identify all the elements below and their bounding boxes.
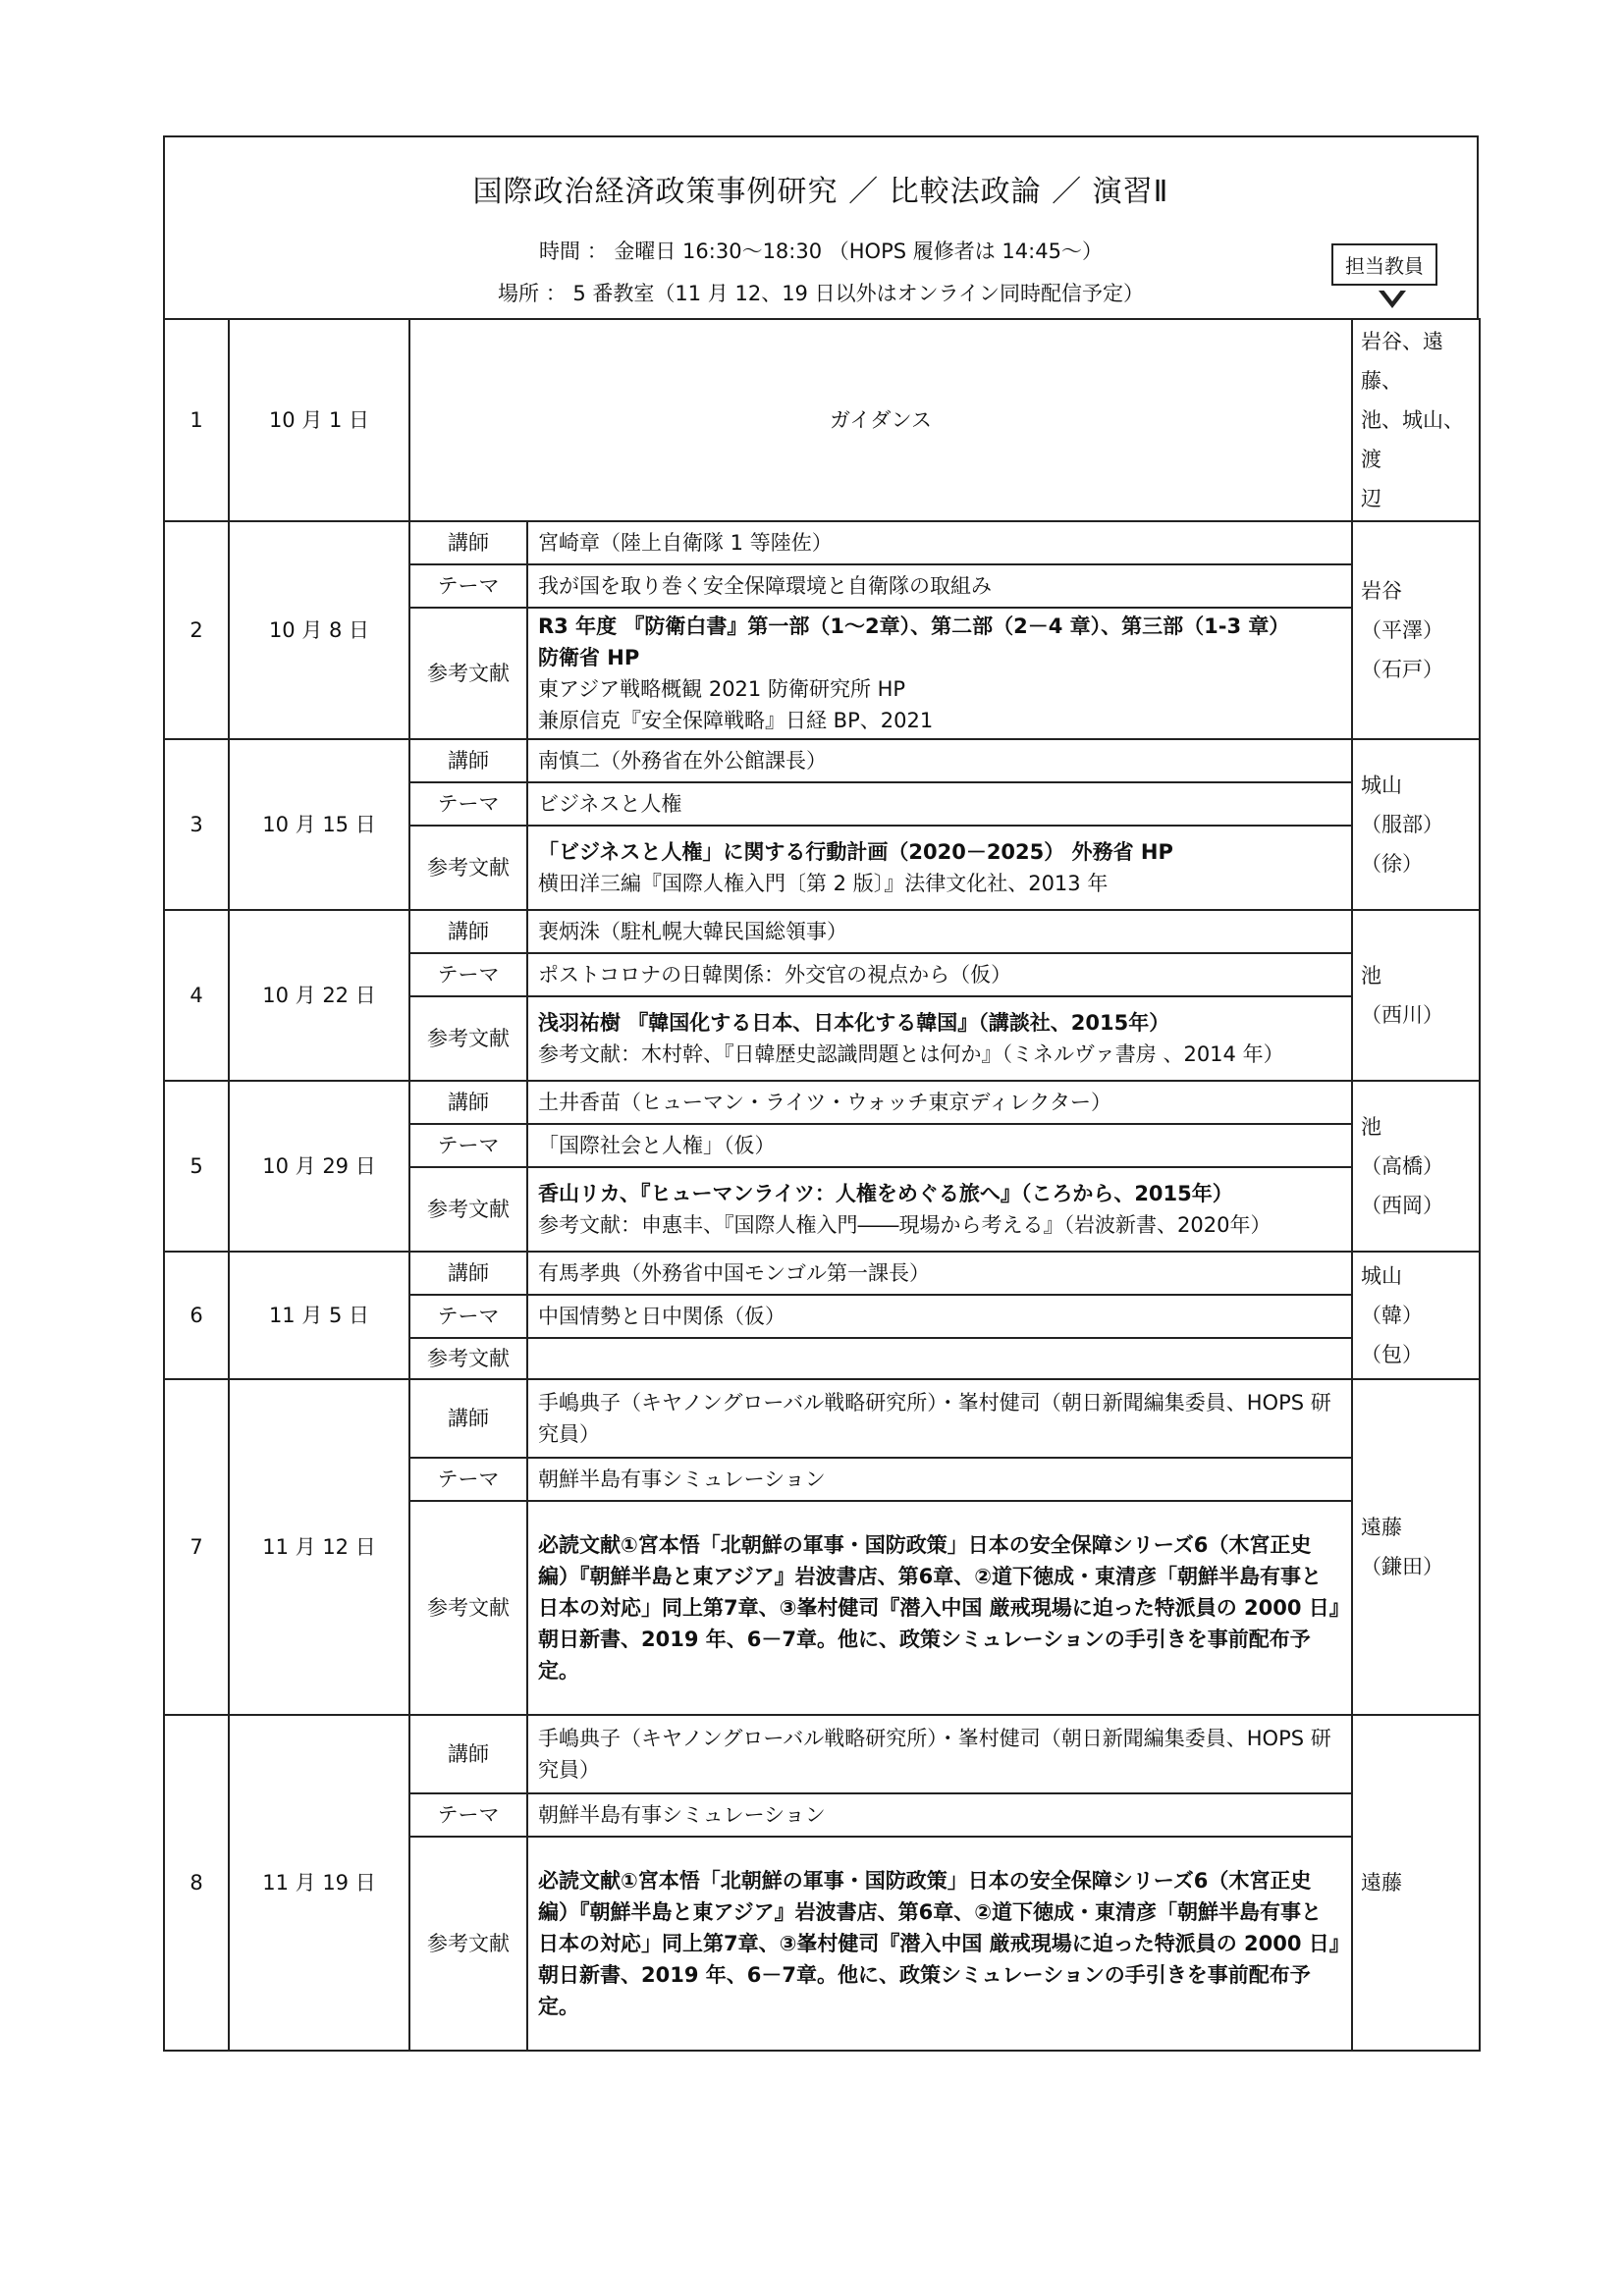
session-content: ガイダンス	[409, 319, 1352, 521]
session-teachers	[1352, 1379, 1480, 1715]
teacher-line: 遠藤	[1361, 1516, 1403, 1539]
teacher-line: （高橋）	[1361, 1154, 1444, 1178]
teacher-line: （石戸）	[1361, 658, 1444, 681]
session-row	[164, 1379, 1480, 1458]
session-teachers	[1352, 521, 1480, 739]
theme-label: テーマ	[409, 1458, 527, 1501]
schedule-table	[163, 318, 1481, 2052]
lecturer-label: 講師	[409, 910, 527, 953]
references-label: 参考文献	[409, 826, 527, 910]
lecturer-label: 講師	[409, 1715, 527, 1793]
session-row	[164, 739, 1480, 782]
session-number: 2	[164, 521, 229, 739]
references-label: 参考文献	[409, 1167, 527, 1252]
session-date: 10 月 22 日	[229, 910, 409, 1081]
lecturer-label: 講師	[409, 1252, 527, 1295]
session-number: 4	[164, 910, 229, 1081]
references-label: 参考文献	[409, 1837, 527, 2051]
lecturer-name: 手嶋典子（キヤノングローバル戦略研究所）・峯村健司（朝日新聞編集委員、HOPS 研究員）	[527, 1379, 1352, 1458]
time-line: 時間 ： 金曜日 16:30～18:30 （HOPS 履修者は 14:45～）	[539, 240, 1103, 263]
theme-label: テーマ	[409, 953, 527, 996]
session-number: 5	[164, 1081, 229, 1252]
reference-item: 香山リカ、『ヒューマンライツ：人権をめぐる旅へ』（ころから、2015年）	[538, 1182, 1233, 1205]
teacher-line: 城山	[1361, 1264, 1403, 1288]
lecturer-label: 講師	[409, 1379, 527, 1458]
references-list	[527, 1837, 1352, 2051]
lecturer-name: 有馬孝典（外務省中国モンゴル第一課長）	[527, 1252, 1352, 1295]
session-row	[164, 1715, 1480, 1793]
teacher-line: （韓）	[1361, 1304, 1424, 1327]
theme-text: 我が国を取り巻く安全保障環境と自衛隊の取組み	[527, 564, 1352, 608]
session-row	[164, 910, 1480, 953]
theme-label: テーマ	[409, 782, 527, 826]
session-teachers	[1352, 319, 1480, 521]
schedule-sheet	[163, 135, 1479, 2052]
theme-label: テーマ	[409, 1295, 527, 1338]
teacher-label-box: 担当教員	[1331, 243, 1437, 286]
session-date: 11 月 5 日	[229, 1252, 409, 1379]
place-line: 場所 ： 5 番教室（11 月 12、19 日以外はオンライン同時配信予定）	[498, 282, 1144, 305]
teacher-line: （西川）	[1361, 1003, 1444, 1027]
theme-text: ビジネスと人権	[527, 782, 1352, 826]
reference-item: 必読文献①宮本悟「北朝鮮の軍事・国防政策」日本の安全保障シリーズ6（木宮正史編）『朝鮮半島と東アジア』岩波書店、第6章、②道下徳成・東清彦「朝鮮半島有事と日本の対応」同上第7章、③峯村健司『潜入中国 厳戒現場に迫った特派員の 2000 日』朝日新書、2019 年、6－7章。他に、政策シミュレーションの手引きを事前配布予定。	[538, 1869, 1340, 2018]
course-title: 国際政治経済政策事例研究 ／ 比較法政論 ／ 演習Ⅱ	[472, 175, 1169, 209]
references-list	[527, 1501, 1352, 1715]
teacher-line: （西岡）	[1361, 1194, 1444, 1217]
reference-item: 兼原信克『安全保障戦略』日経 BP、2021	[538, 709, 934, 732]
session-row	[164, 1081, 1480, 1124]
lecturer-name: 裵炳洙（駐札幌大韓民国総領事）	[527, 910, 1352, 953]
references-label: 参考文献	[409, 1338, 527, 1379]
session-date: 11 月 19 日	[229, 1715, 409, 2051]
session-teachers	[1352, 739, 1480, 910]
session-number: 3	[164, 739, 229, 910]
references-list	[527, 1338, 1352, 1379]
reference-item: 防衛省 HP	[538, 646, 640, 669]
teacher-line: 池、城山、渡	[1361, 408, 1465, 471]
session-date: 11 月 12 日	[229, 1379, 409, 1715]
session-number: 8	[164, 1715, 229, 2051]
lecturer-label: 講師	[409, 521, 527, 564]
theme-label: テーマ	[409, 1124, 527, 1167]
session-teachers	[1352, 1715, 1480, 2051]
theme-text: 朝鮮半島有事シミュレーション	[527, 1458, 1352, 1501]
references-list	[527, 826, 1352, 910]
session-teachers	[1352, 910, 1480, 1081]
teacher-line: （徐）	[1361, 852, 1424, 876]
session-row	[164, 319, 1480, 521]
lecturer-name: 南慎二（外務省在外公館課長）	[527, 739, 1352, 782]
lecturer-label: 講師	[409, 739, 527, 782]
references-label: 参考文献	[409, 1501, 527, 1715]
teacher-line: 城山	[1361, 774, 1403, 797]
session-number: 6	[164, 1252, 229, 1379]
reference-item: 必読文献①宮本悟「北朝鮮の軍事・国防政策」日本の安全保障シリーズ6（木宮正史編）『朝鮮半島と東アジア』岩波書店、第6章、②道下徳成・東清彦「朝鮮半島有事と日本の対応」同上第7章、③峯村健司『潜入中国 厳戒現場に迫った特派員の 2000 日』朝日新書、2019 年、6－7章。他に、政策シミュレーションの手引きを事前配布予定。	[538, 1533, 1340, 1682]
session-date: 10 月 29 日	[229, 1081, 409, 1252]
teacher-line: （平澤）	[1361, 618, 1444, 642]
reference-item: 参考文献：申惠丰、『国際人権入門――現場から考える』（岩波新書、2020年）	[538, 1213, 1272, 1237]
reference-item: 横田洋三編『国際人権入門〔第 2 版〕』法律文化社、2013 年	[538, 872, 1109, 895]
session-number: 1	[164, 319, 229, 521]
session-row	[164, 521, 1480, 564]
theme-text: ポストコロナの日韓関係：外交官の視点から（仮）	[527, 953, 1352, 996]
teacher-line: 岩谷	[1361, 579, 1403, 603]
lecturer-label: 講師	[409, 1081, 527, 1124]
session-date: 10 月 1 日	[229, 319, 409, 521]
teacher-line: （服部）	[1361, 813, 1444, 836]
reference-item: 「ビジネスと人権」に関する行動計画（2020－2025） 外務省 HP	[538, 840, 1173, 864]
session-teachers	[1352, 1081, 1480, 1252]
reference-item: 浅羽祐樹 『韓国化する日本、日本化する韓国』（講談社、2015年）	[538, 1011, 1170, 1035]
lecturer-name: 手嶋典子（キヤノングローバル戦略研究所）・峯村健司（朝日新聞編集委員、HOPS 研究員）	[527, 1715, 1352, 1793]
theme-text: 中国情勢と日中関係（仮）	[527, 1295, 1352, 1338]
theme-label: テーマ	[409, 1793, 527, 1837]
teacher-line: （鎌田）	[1361, 1555, 1444, 1578]
reference-item: 参考文献：木村幹、『日韓歴史認識問題とは何か』（ミネルヴァ書房 、2014 年）	[538, 1042, 1284, 1066]
references-label: 参考文献	[409, 608, 527, 739]
references-list	[527, 996, 1352, 1081]
theme-label: テーマ	[409, 564, 527, 608]
teacher-line: 辺	[1361, 487, 1382, 510]
reference-item: 東アジア戦略概観 2021 防衛研究所 HP	[538, 677, 906, 701]
schedule-header	[163, 135, 1479, 318]
session-date: 10 月 15 日	[229, 739, 409, 910]
theme-text: 「国際社会と人権」（仮）	[527, 1124, 1352, 1167]
references-label: 参考文献	[409, 996, 527, 1081]
session-row	[164, 1252, 1480, 1295]
session-date: 10 月 8 日	[229, 521, 409, 739]
teacher-line: 遠藤	[1361, 1871, 1403, 1895]
teacher-line: 池	[1361, 964, 1382, 988]
teacher-line: 岩谷、遠藤、	[1361, 330, 1444, 393]
lecturer-name: 宮崎章（陸上自衛隊 1 等陸佐）	[527, 521, 1352, 564]
session-number: 7	[164, 1379, 229, 1715]
references-list	[527, 1167, 1352, 1252]
reference-item: R3 年度 『防衛白書』第一部（1～2章）、第二部（2－4 章）、第三部（1-3 章）	[538, 614, 1290, 638]
teacher-line: （包）	[1361, 1343, 1424, 1366]
references-list	[527, 608, 1352, 739]
session-teachers	[1352, 1252, 1480, 1379]
lecturer-name: 土井香苗（ヒューマン・ライツ・ウォッチ東京ディレクター）	[527, 1081, 1352, 1124]
theme-text: 朝鮮半島有事シミュレーション	[527, 1793, 1352, 1837]
teacher-line: 池	[1361, 1115, 1382, 1139]
down-arrow-icon	[1379, 291, 1406, 308]
